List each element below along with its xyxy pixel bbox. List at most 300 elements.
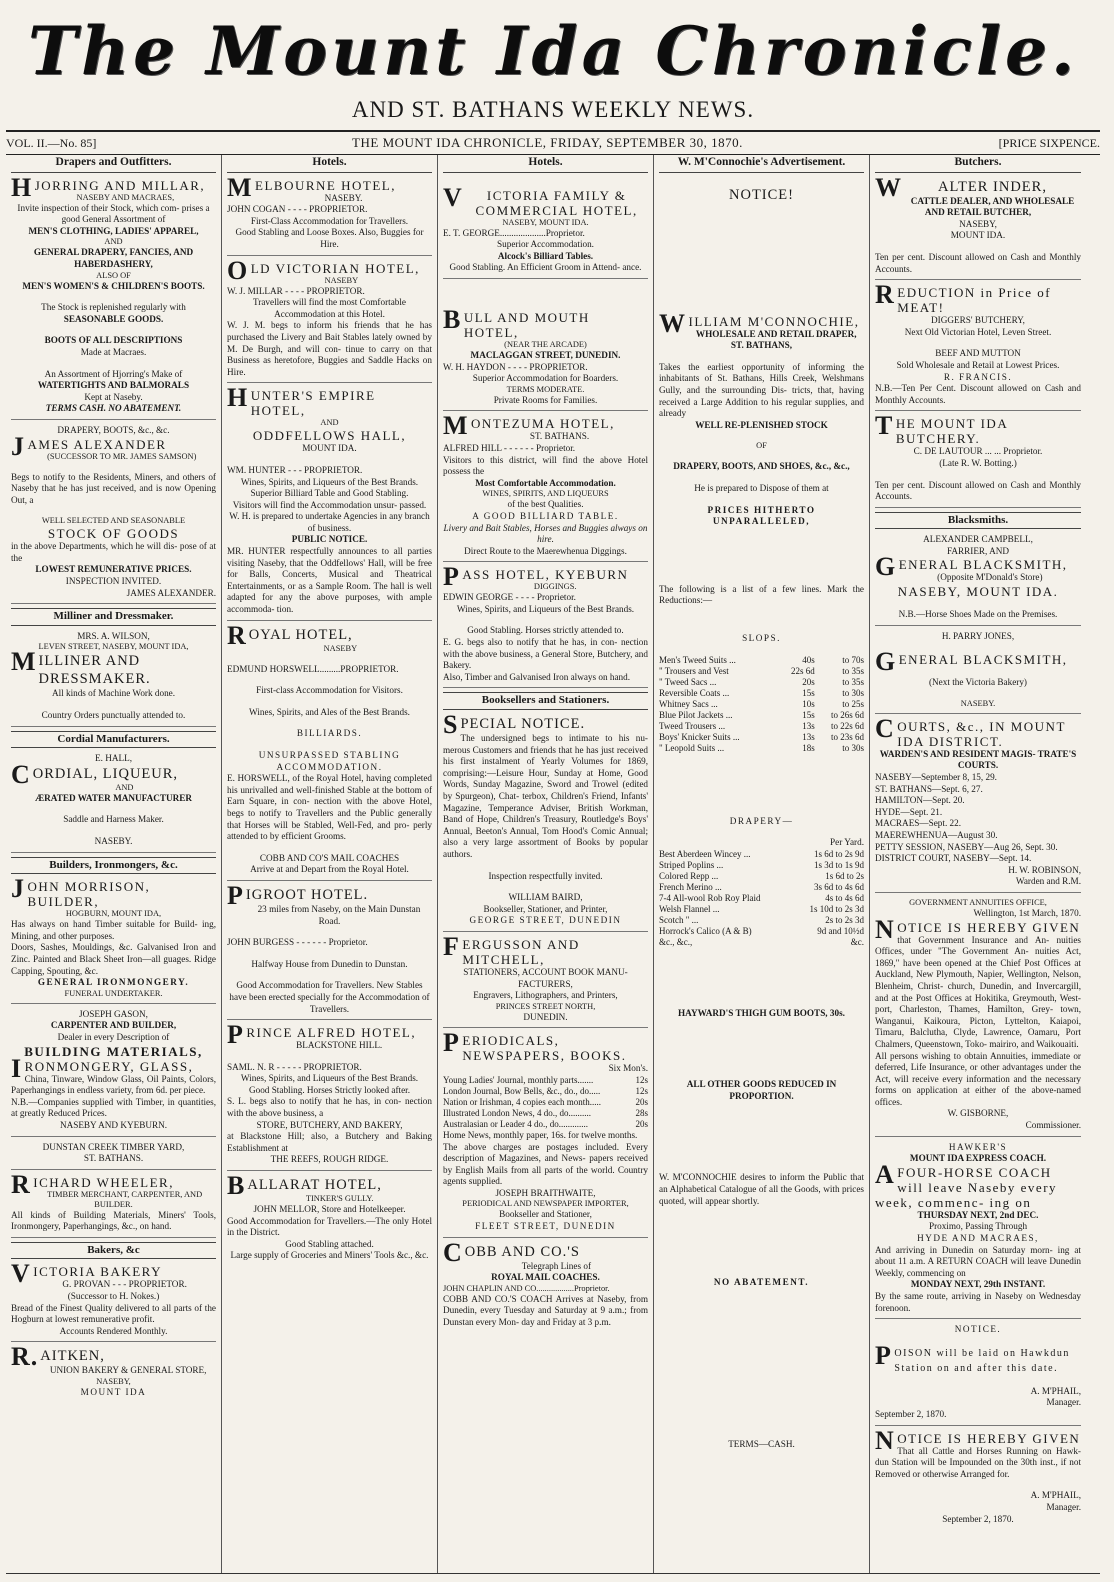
advert-line: ALFRED HILL - - - - - - Proprietor. [443, 442, 576, 453]
advert-melbourne [227, 172, 432, 256]
advert-title: MELBOURNE HOTEL, [227, 172, 396, 202]
advert-line: All kinds of Machine Work done. [51, 688, 176, 699]
advert-title: AFOUR-HORSE COACH will leave Naseby every week, commenc- ing on [875, 1159, 1058, 1210]
advert-line: MOUNT IDA. [950, 230, 1006, 241]
advert-line: UNION BAKERY & GENERAL STORE, [49, 1365, 207, 1376]
advert-title: BALLARAT HOTEL, [227, 1171, 382, 1201]
advert-title: NOTICE IS HEREBY GIVEN [875, 914, 1081, 944]
table-row: 7-4 All-wool Rob Roy Plaid 4s to 4s 6d [659, 892, 864, 903]
advert-line: ÆRATED WATER MANUFACTURER [34, 792, 193, 803]
advert-bull-mouth [443, 304, 648, 411]
advert-title: JAMES ALEXANDER [11, 431, 167, 461]
drapery-table [659, 849, 864, 948]
advert-line: Superior Billiard Table and Good Stabling. [250, 488, 409, 499]
advert-line: FARRIER, AND [946, 545, 1010, 556]
advert-line: NASEBY. [324, 192, 363, 203]
advert-line: Warden and R.M. [1015, 876, 1081, 887]
advert-line: HOGBURN, MOUNT IDA, [65, 909, 162, 919]
advert-line: Superior Accommodation. [497, 239, 594, 250]
advert-line: DIGGERS' BUTCHERY, [931, 315, 1025, 326]
advert-victoria-bakery [11, 1259, 216, 1342]
advert-line: JOHN CHAPLIN AND CO..................Proprietor. [443, 1283, 610, 1293]
advert-line: HYDE AND MACRAES, [917, 1233, 1039, 1244]
advert-line: Ten per cent. Discount allowed on Cash and Monthly Accounts. [875, 251, 1081, 274]
periodicals-table [443, 1075, 648, 1130]
advert-line: Good Accommodation for Travellers.—The only Hotel in the District. [227, 1215, 432, 1238]
advert-line: ROYAL MAIL COACHES. [491, 1272, 600, 1283]
advert-line: DRAPERY, BOOTS, &c., &c. [57, 424, 170, 435]
advert-hunters [227, 383, 432, 620]
advert-line: MONDAY NEXT, 29th INSTANT. [910, 1279, 1046, 1290]
advert-alexander [11, 423, 216, 604]
advert-line: UNSURPASSED STABLING ACCOMMODATION. [258, 750, 401, 772]
advert-line: JOHN COGAN - - - - PROPRIETOR. [227, 204, 368, 215]
advert-line: 23 miles from Naseby, on the Main Dunstan Road. [257, 903, 421, 926]
advert-wilson [11, 629, 216, 727]
table-row: Australasian or Leader 4 do., do............. 20s [443, 1118, 648, 1129]
advert-title: COURTS, &c., IN MOUNT IDA DISTRICT. [875, 713, 1066, 749]
advert-line: Bread of the Finest Quality delivered to all parts of the Hogburn at lowest remunerative profit. [11, 1302, 216, 1325]
advert-line: NASEBY. [960, 698, 996, 708]
advert-line: A. M'PHAIL, [1030, 1385, 1081, 1396]
table-row: Illustrated London News, 4 do., do.......... 28s [443, 1107, 648, 1118]
advert-line: PERIODICAL AND NEWSPAPER IMPORTER, [462, 1199, 629, 1209]
advert-line: GENERAL IRONMONGERY. [37, 977, 190, 988]
advert-jones [875, 629, 1081, 714]
advert-mt-ida-butchery [875, 411, 1081, 507]
advert-line: Inspection respectfully invited. [488, 870, 603, 881]
advert-line: Kept at Naseby. [84, 391, 143, 402]
column-2 [222, 155, 438, 1573]
section-heading: Butchers. [875, 155, 1081, 173]
advert-title: MILLINER AND DRESSMAKER. [11, 647, 151, 688]
advert-line: NASEBY [324, 275, 359, 285]
advert-dunstan [11, 1140, 216, 1170]
advert-line: NASEBY, MOUNT IDA. [897, 584, 1059, 600]
section-heading: Drapers and Outfitters. [11, 155, 216, 173]
advert-line: W. H. is prepared to undertake Agencies in any branch of business. [229, 511, 430, 533]
advert-line: Six Mon's. [608, 1063, 648, 1074]
advert-line: Home News, monthly paper, 16s. for twelve months. [443, 1129, 638, 1140]
advert-cobb [443, 1237, 648, 1333]
table-row: &c., &c., &c. [659, 936, 864, 947]
advert-line: Private Rooms for Families. [493, 394, 598, 405]
advert-line: By the same route, arriving in Naseby on Wednesday forenoon. [875, 1291, 1081, 1313]
advert-line: CATTLE DEALER, AND WHOLESALE AND RETAIL BUTCHER, [910, 195, 1075, 218]
advert-line: Wellington, 1st March, 1870. [973, 907, 1081, 918]
advert-line: The above charges are postages included. Every description of Magazines, and News- papers received by English Mails from all parts of the world. Country agents supplied. [443, 1141, 648, 1187]
advert-line: Engravers, Lithographers, and Printers, [473, 990, 618, 1001]
advert-line: PUBLIC NOTICE. [291, 534, 368, 545]
advert-wheeler [11, 1169, 216, 1238]
table-row: Colored Repp ... 1s 6d to 2s [659, 870, 864, 881]
advert-cattle-notice [875, 1425, 1081, 1530]
advert-pigroot [227, 880, 432, 1020]
advert-line: Good Stabling. Horses strictly attended to. [467, 625, 624, 636]
advert-line: N.B.—Companies supplied with Timber, in quantities, at greatly Reduced Prices. [11, 1096, 216, 1119]
advert-montezuma [443, 411, 648, 562]
list-item: HYDE—Sept. 21. [875, 806, 943, 817]
advert-line: Travellers will find the most Comfortable Accommodation at this Hotel. [252, 297, 407, 319]
advert-line: Alcock's Billiard Tables. [497, 250, 594, 261]
advert-line: Manager. [1046, 1397, 1081, 1408]
advert-line: Country Orders punctually attended to. [41, 710, 186, 721]
advert-royal [227, 620, 432, 881]
advert-line: ODDFELLOWS HALL, [252, 428, 407, 444]
advert-title: THE MOUNT IDA BUTCHERY. [875, 411, 1008, 447]
advert-line: Arrive at and Depart from the Royal Hotel. [250, 864, 409, 875]
advert-title: PERIODICALS, NEWSPAPERS, BOOKS. [443, 1028, 627, 1064]
advert-line: JOSEPH GASON, [79, 1008, 148, 1019]
advert-line: GENERAL DRAPERY, FANCIES, AND HABERDASHERY, [33, 247, 194, 269]
advert-line: ALEXANDER CAMPBELL, [923, 534, 1033, 545]
advert-line: WHOLESALE AND RETAIL DRAPER, ST. BATHANS, [695, 328, 857, 351]
advert-line: W. J. M. begs to inform his friends that he has purchased the Livery and Bait Stables lately owned by M. De Burgh, and will con- tinue to carry on that Business as heretofore, Buggies and Saddle Hacks on Hire. [227, 320, 432, 377]
section-heading: Blacksmiths. [875, 512, 1081, 530]
advert-line: E. T. GEORGE....................Proprietor. [443, 227, 585, 238]
advert-line: DUNEDIN. [523, 1011, 568, 1022]
advert-line: MR. HUNTER respectfully announces to all parties visiting Naseby, that the Oddfellows' Hall, will be free for Balls, Concerts, Musical and Theatrical Entertainments, or as a Sample Room. The hall is well adapted for any the above purposes, with ample accommoda- tion. [227, 546, 432, 615]
advert-old-victorian [227, 255, 432, 384]
advert-line: FLEET STREET, DUNEDIN [475, 1221, 616, 1232]
advert-line: Most Comfortable Accommodation. [475, 477, 616, 488]
table-row: Best Aberdeen Wincey ... 1s 6d to 2s 9d [659, 848, 864, 859]
advert-line: MOUNT IDA EXPRESS COACH. [909, 1153, 1047, 1164]
advert-line: TERMS—CASH. [728, 1438, 795, 1449]
advert-title: PASS HOTEL, KYEBURN [443, 562, 629, 592]
advert-line: A. M'PHAIL, [1030, 1490, 1081, 1501]
advert-line: AND [320, 418, 339, 428]
advert-line: ALL OTHER GOODS REDUCED IN PROPORTION. [686, 1079, 837, 1101]
advert-periodicals [443, 1028, 648, 1237]
advert-line: of the best Qualities. [507, 499, 584, 510]
advert-title: REDUCTION in Price of MEAT! [875, 280, 1052, 316]
advert-line: JOSEPH BRAITHWAITE, [495, 1187, 596, 1198]
advert-line: (SUCCESSOR TO MR. JAMES SAMSON) [47, 451, 197, 461]
advert-line: G. PROVAN - - - PROPRIETOR. [62, 1279, 187, 1290]
advert-line: STATIONERS, ACCOUNT BOOK MANU- FACTURERS, [463, 966, 628, 989]
masthead [6, 4, 1100, 124]
advert-line: An Assortment of Hjorring's Make of [44, 368, 183, 379]
advert-pass-hotel [443, 562, 648, 688]
advert-line: LEVEN STREET, NASEBY, MOUNT IDA, [38, 642, 189, 652]
advert-ballarat [227, 1171, 432, 1266]
advert-line: All persons wishing to obtain Annuities, immediate or deferred, Life Insurance, or other advantages under the Act, will receive every information and the necessary forms on application at either of the above-named offices. [875, 1050, 1081, 1107]
drapery-heading: DRAPERY— [729, 815, 794, 826]
advert-line: Ten per cent. Discount allowed on Cash and Monthly Accounts. [875, 479, 1081, 502]
list-item: HAMILTON—Sept. 20. [875, 795, 965, 806]
table-row: Boys' Knicker Suits ... 13s to 23s 6d [659, 731, 864, 742]
advert-line: Made at Macraes. [80, 346, 147, 357]
advert-line: BUILDING MATERIALS, [24, 1043, 203, 1059]
price-label: [PRICE SIXPENCE. [998, 135, 1100, 150]
advert-line: FUNERAL UNDERTAKER. [64, 988, 163, 998]
section-heading: Builders, Ironmongers, &c. [11, 857, 216, 875]
advert-hawker [875, 1140, 1081, 1320]
advert-line: WILLIAM BAIRD, [508, 892, 583, 903]
advert-title: FERGUSSON AND MITCHELL, [443, 931, 580, 967]
advert-line: EDWIN GEORGE - - - - Proprietor. [443, 592, 576, 603]
column-4 [654, 155, 870, 1573]
advert-line: NASEBY [323, 643, 358, 653]
advert-line: Good Stabling. Horses Strictly looked after. [248, 1084, 410, 1095]
advert-line: INSPECTION INVITED. [65, 576, 162, 587]
table-row: Reversible Coats ... 15s to 30s [659, 687, 864, 698]
advert-prince-alfred [227, 1020, 432, 1171]
advert-line: GOVERNMENT ANNUITIES OFFICE, [909, 897, 1047, 907]
advert-fergusson [443, 931, 648, 1028]
column-3 [438, 155, 654, 1573]
advert-line: (Successor to H. Nokes.) [67, 1291, 160, 1302]
advert-title: RICHARD WHEELER, [11, 1169, 174, 1199]
issue-date: THE MOUNT IDA CHRONICLE, FRIDAY, SEPTEMBER 30, 1870. [352, 135, 743, 150]
advert-line: Good Stabling attached. [285, 1238, 374, 1249]
advert-line: TERMS CASH. NO ABATEMENT. [45, 403, 182, 414]
advert-line: BILLIARDS. [296, 728, 363, 739]
advert-line: Per Yard. [830, 837, 864, 848]
advert-line: Livery and Bait Stables, Horses and Buggies always on hire. [443, 522, 648, 545]
advert-line: JOHN BURGESS - - - - - - Proprietor. [227, 937, 368, 948]
advert-line: The undersigned begs to intimate to his nu- merous Customers and friends that he has just received his first instalment of Yearly Volumes for 1869, comprising:—Leisure Hour, Sunday at Home, Good Words, Sunday Magazine, Sword and Trowel (edited by Spurgeon), Chat- terbox, Children's Friend, Infants' Magazine, Temperance Adviser, British Workman, Band of Hope, Children's Treasury, Routledge's Boys' Annual, Beeton's Annual, Tom Hood's Comic Annual; also a very large assortment of Books by popular authors. [443, 733, 648, 859]
advert-title: IRONMONGERY, GLASS, [11, 1053, 194, 1083]
advert-line: Good Accommodation for Travellers. New Stables have been erected specially for the Accommodation of Travellers. [229, 980, 430, 1014]
advert-morrison [11, 874, 216, 1004]
advert-line: Halfway House from Dunedin to Dunstan. [251, 958, 408, 969]
advert-line: Saddle and Harness Maker. [63, 814, 164, 825]
advert-line: GEORGE STREET, DUNEDIN [469, 915, 622, 926]
advert-special-notice [443, 710, 648, 932]
advert-line: CARPENTER AND BUILDER, [50, 1020, 177, 1031]
advert-annuities [875, 896, 1081, 1137]
advert-line: MRS. A. WILSON, [77, 630, 150, 641]
section-heading: Hotels. [227, 155, 432, 173]
advert-line: Invite inspection of their Stock, which com- prises a good General Assortment of [17, 202, 210, 225]
advert-hall [11, 751, 216, 852]
advert-line: Also, Timber and Galvanised Iron always on hand. [443, 671, 631, 682]
advert-title: ROYAL HOTEL, [227, 620, 353, 650]
advert-campbell [875, 532, 1081, 625]
section-heading: W. M'Connochie's Advertisement. [659, 155, 864, 173]
advert-title: VICTORIA FAMILY & COMMERCIAL HOTEL, [443, 182, 638, 218]
advert-line: NASEBY AND KYEBURN. [59, 1119, 168, 1130]
advert-hjorring [11, 172, 216, 420]
advert-line: Sold Wholesale and Retail at Lowest Prices. [896, 359, 1060, 370]
advert-line: NASEBY. [94, 836, 133, 846]
advert-title: CORDIAL, LIQUEUR, [11, 759, 179, 789]
table-row: Tweed Trousers ... 13s to 22s 6d [659, 720, 864, 731]
list-item: NASEBY—September 8, 15, 29. [875, 772, 997, 783]
table-row: French Merino ... 3s 6d to 4s 6d [659, 881, 864, 892]
advert-line: TINKER'S GULLY. [305, 1194, 374, 1204]
column-1 [6, 155, 222, 1573]
advert-line: That all Cattle and Horses Running on Hawk- dun Station will be Impounded on the 30th inst., if not Removed or otherwise Arranged for. [875, 1445, 1081, 1479]
advert-title: JOHN MORRISON, BUILDER, [11, 874, 151, 910]
advert-title: VICTORIA BAKERY [11, 1259, 163, 1289]
advert-line: NASEBY AND MACRAES, [76, 192, 175, 202]
advert-title: OLD VICTORIAN HOTEL, [227, 255, 420, 285]
advert-title: MONTEZUMA HOTEL, [443, 411, 615, 441]
advert-line: THURSDAY NEXT, 2nd DEC. [917, 1209, 1039, 1220]
advert-line: (Late R. W. Botting.) [939, 457, 1017, 468]
advert-line: NASEBY, [959, 218, 997, 229]
advert-line: WELL RE-PLENISHED STOCK [695, 419, 828, 430]
advert-line: PRICES HITHERTO UNPARALLELED, [707, 504, 816, 527]
advert-line: Dealer in every Description of [57, 1031, 170, 1042]
advert-line: ALSO OF [96, 270, 131, 280]
advert-title: WALTER INDER, [875, 172, 1047, 202]
advert-line: Visitors will find the Accommodation unsur- passed. [232, 499, 427, 510]
advert-line: TIMBER MERCHANT, CARPENTER, AND BUILDER. [47, 1189, 203, 1209]
advert-line: DUNSTAN CREEK TIMBER YARD, [42, 1141, 185, 1152]
table-row: Horrock's Calico (A & B) 9d and 10½d [659, 925, 864, 936]
advert-aitken [11, 1342, 216, 1402]
advert-title: HJORRING AND MILLAR, [11, 172, 206, 202]
advert-line: H. W. ROBINSON, [1008, 864, 1081, 875]
advert-victoria-family [443, 182, 648, 279]
advert-line: at Blackstone Hill; also, a Butchery and Baking Establishment at [227, 1131, 432, 1153]
advert-line: W. H. HAYDON - - - - PROPRIETOR. [443, 361, 588, 372]
list-item: PETTY SESSION, NASEBY—Aug 26, Sept. 30. [875, 841, 1058, 852]
advert-line: Good Stabling and Loose Boxes. Also, Buggies for Hire. [235, 227, 424, 249]
advert-line: Superior Accommodation for Boarders. [472, 373, 619, 384]
volume-number: VOL. II.—No. 85] [6, 135, 97, 150]
advert-inder [875, 172, 1081, 281]
advert-title: WILLIAM M'CONNOCHIE, [659, 308, 860, 338]
advert-line: First-class Accommodation for Visitors. [256, 685, 403, 696]
masthead-subtitle: AND ST. BATHANS WEEKLY NEWS. [351, 97, 755, 122]
advert-line: Visitors to this district, will find the above Hotel possess the [443, 454, 648, 477]
advert-line: Takes the earliest opportunity of informing the inhabitants of St. Bathans, Hills Creek, Welshmans Gully, and the surrounding Dis- tricts, that, having received a Large Addition to his regular supplies, and already [659, 361, 864, 419]
advert-line: SAML. N. R - - - - - PROPRIETOR. [227, 1061, 362, 1072]
advert-line: Telegraph Lines of [521, 1260, 592, 1271]
advert-line: China, Tinware, Window Glass, Oil Paints, Colors, Paperhangings in endless variety, from 6d. per piece. [11, 1073, 216, 1096]
columns [6, 155, 1100, 1574]
advert-title: SPECIAL NOTICE. [443, 710, 586, 740]
advert-line: W. J. MILLAR - - - - PROPRIETOR. [227, 285, 365, 296]
masthead-title: The Mount Ida Chronicle. [28, 12, 1078, 90]
advert-line: All kinds of Building Materials, Miners' Tools, Ironmongery, Paperhangings, &c., on hand. [11, 1209, 216, 1232]
advert-line: Has always on hand Timber suitable for Build- ing, Mining, and other purposes. [11, 919, 216, 941]
list-item: ST. BATHANS—Sept. 6, 27. [875, 783, 983, 794]
advert-line: AND [115, 782, 134, 792]
advert-line: in the above Departments, which he will dis- pose of at the [11, 541, 216, 563]
advert-line: AND [104, 237, 123, 247]
advert-title: POISON will be laid on Hawkdun Station on and after this date. [875, 1340, 1070, 1374]
table-row: Men's Tweed Suits ... 40s to 70s [659, 654, 864, 665]
list-item: DISTRICT COURT, NASEBY—Sept. 14. [875, 853, 1032, 864]
advert-line: A GOOD BILLIARD TABLE. [472, 510, 619, 521]
advert-line: H. PARRY JONES, [941, 630, 1015, 641]
table-row: Nation or Irishman, 4 copies each month..... 20s [443, 1096, 648, 1107]
advert-line: N.B.—Ten Per Cent. Discount allowed on Cash and Monthly Accounts. [875, 383, 1081, 405]
table-row: Scotch " ... 2s to 2s 3d [659, 914, 864, 925]
advert-line: PRINCES STREET NORTH, [495, 1001, 596, 1011]
advert-title: COBB AND CO.'S [443, 1237, 580, 1267]
advert-line: LOWEST REMUNERATIVE PRICES. [35, 564, 192, 575]
advert-line: Manager. [1046, 1501, 1081, 1512]
advert-line: Wines, Spirits, and Liqueurs of the Best Brands. [240, 1073, 419, 1084]
advert-line: ST. BATHANS. [83, 1153, 144, 1164]
advert-line: WATERTIGHTS AND BALMORALS [37, 380, 190, 391]
section-heading: Milliner and Dressmaker. [11, 608, 216, 626]
advert-line: Bookseller, Stationer, and Printer, [483, 903, 608, 914]
advert-title: PRINCE ALFRED HOTEL, [227, 1020, 417, 1050]
advert-line: ST. BATHANS. [529, 431, 590, 442]
advert-line: He is prepared to Dispose of them at [694, 482, 829, 493]
advert-line: E. G. begs also to notify that he has, in con- nection with the above business, a General Store, Butchery, and Bakery. [443, 637, 648, 671]
advert-line: HAWKER'S [948, 1141, 1008, 1152]
advert-courts [875, 713, 1081, 893]
advert-line: HAYWARD'S THIGH GUM BOOTS, 30s. [678, 1007, 845, 1018]
advert-line: COBB AND CO.'S COACH Arrives at Naseby, from Dunedin, every Tuesday and Saturday at 9 a.m.; from Dunstan every Mon- day and Friday at 3 p.m. [443, 1293, 648, 1328]
advert-title: HUNTER'S EMPIRE HOTEL, [227, 383, 376, 419]
advert-title: NOTICE IS HEREBY GIVEN [875, 1425, 1081, 1455]
advert-line: BEEF AND MUTTON [935, 348, 1021, 359]
advert-line: The following is a list of a few lines. Mark the Reductions:— [659, 583, 864, 606]
advert-title: PIGROOT HOTEL. [227, 880, 369, 910]
advert-title: BULL AND MOUTH HOTEL, [443, 304, 590, 340]
column-5 [870, 155, 1086, 1573]
advert-poison [875, 1322, 1081, 1425]
advert-line: JAMES ALEXANDER. [126, 587, 216, 598]
advert-line: WARDEN'S AND RESIDENT MAGIS- TRATE'S COURTS. [879, 748, 1077, 771]
advert-line: (Opposite M'Donald's Store) [937, 572, 1043, 583]
advert-line: MOUNT IDA [80, 1387, 147, 1398]
list-item: MACRAES—Sept. 22. [875, 818, 962, 829]
advert-line: W. M'CONNOCHIE desires to inform the Public that an Alphabetical Catalogue of all the Goods, with prices quoted, will appear shortly. [659, 1172, 864, 1206]
advert-line: First-Class Accommodation for Travellers. [250, 215, 409, 226]
advert-line: (Next the Victoria Bakery) [928, 677, 1027, 688]
advert-line: Direct Route to the Maerewhenua Diggings. [464, 545, 627, 556]
advert-line: And arriving in Dunedin on Saturday morn- ing at about 11 a.m. A RETURN COACH will leave Dunedin Weekly, commencing on [875, 1244, 1081, 1278]
advert-line: Proximo, Passing Through [928, 1221, 1028, 1232]
advert-line: September 2, 1870. [942, 1513, 1014, 1524]
advert-line: WINES, SPIRITS, AND LIQUEURS [482, 489, 609, 499]
advert-line: BOOTS OF ALL DESCRIPTIONS [44, 335, 183, 346]
section-heading: Cordial Manufacturers. [11, 731, 216, 749]
section-heading: Bakers, &c [11, 1242, 216, 1260]
table-row: " Leopold Suits ... 18s to 30s [659, 742, 864, 753]
table-row: Striped Poplins ... 1s 3d to 1s 9d [659, 859, 864, 870]
advert-gason [11, 1007, 216, 1137]
advert-line: Begs to notify to the Residents, Miners, and others of Naseby that he has just received, and is now Opening Out, a [11, 471, 216, 505]
advert-line: Doors, Sashes, Mouldings, &c. Galvanised Iron and Zinc. Painted and Black Sheet Iron—all guages. Ridge Capping, Spouting, &c. [11, 942, 216, 976]
advert-line: NO ABATEMENT. [713, 1277, 810, 1288]
advert-line: MEN'S CLOTHING, LADIES' APPAREL, [28, 225, 199, 236]
advert-line: THE REEFS, ROUGH RIDGE. [270, 1154, 389, 1165]
table-row: " Tweed Sacs ... 20s to 35s [659, 676, 864, 687]
advert-line: S. L. begs also to notify that he has, in con- nection with the above business, a [227, 1096, 432, 1119]
advert-line: DIGGINGS. [533, 582, 577, 592]
advert-line: (NEAR THE ARCADE) [504, 339, 587, 349]
advert-line: DRAPERY, BOOTS, AND SHOES, &c., &c., [673, 461, 850, 472]
advert-line: TERMS MODERATE. [506, 384, 585, 394]
advert-line: NASEBY, [96, 1377, 131, 1387]
table-row: Young Ladies' Journal, monthly parts....... 12s [443, 1074, 648, 1085]
notice-heading: NOTICE! [729, 186, 794, 203]
advert-line: MOUNT IDA. [302, 443, 357, 454]
advert-line: MACLAGGAN STREET, DUNEDIN. [470, 349, 621, 360]
advert-line: Commissioner. [1025, 1120, 1081, 1131]
advert-line: September 2, 1870. [875, 1408, 947, 1419]
advert-line: COBB AND CO'S MAIL COACHES [259, 852, 400, 863]
advert-line: C. DE LAUTOUR ... ... Proprietor. [913, 446, 1043, 457]
advert-line: Next Old Victorian Hotel, Leven Street. [904, 326, 1052, 337]
advert-line: E. HORSWELL, of the Royal Hotel, having completed his unrivalled and well-finished Stable at the bottom of Earn Square, in con- nection with the above Hotel, begs to notify to Travellers and the Public generally that Horses will be Stabled, Well-Fed, and pro- perly attended to by efficient Grooms. [227, 773, 432, 842]
advert-line: WELL SELECTED AND SEASONABLE [41, 516, 186, 526]
advert-line: R. FRANCIS. [943, 371, 1013, 382]
section-heading: Booksellers and Stationers. [443, 692, 648, 710]
